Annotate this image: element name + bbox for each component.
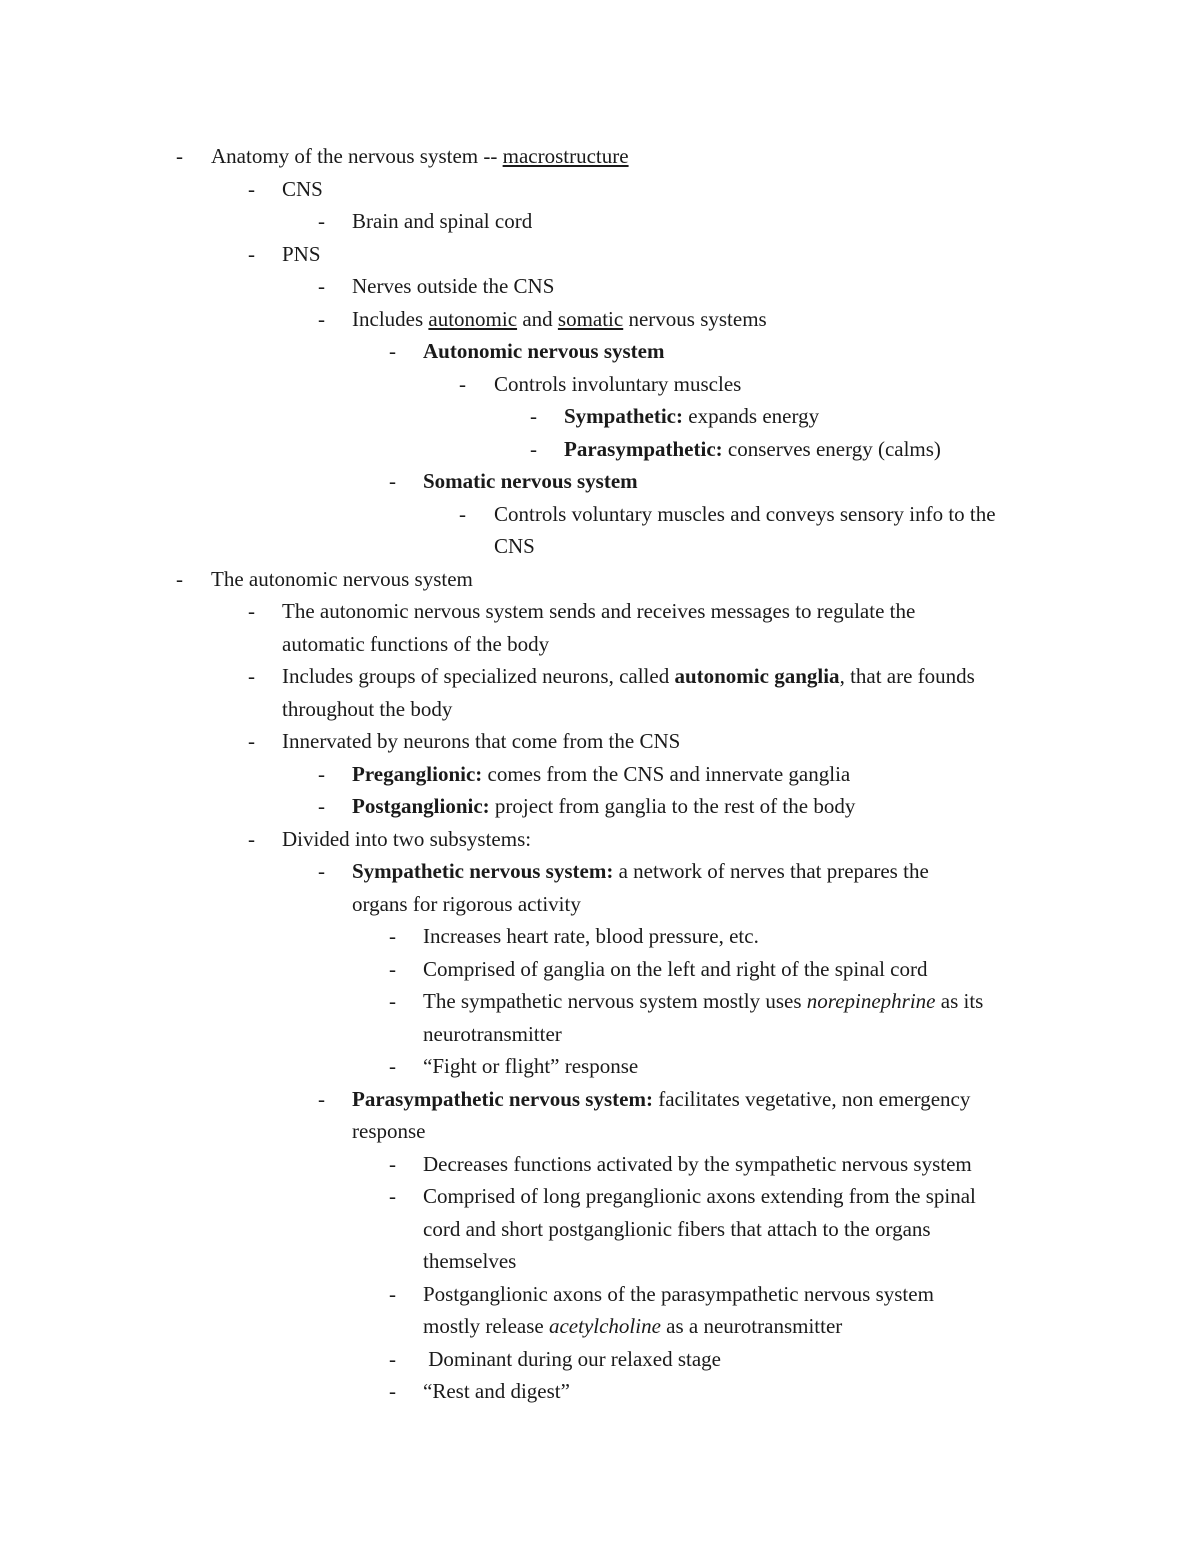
list-item-text [352, 790, 855, 823]
list-item [0, 985, 1200, 1050]
bold-term: Preganglionic: [352, 761, 483, 786]
bullet-dash: - [248, 176, 255, 201]
text-line [352, 855, 929, 888]
text-line: automatic functions of the body [282, 631, 550, 656]
list-item [0, 270, 1200, 303]
text-line: throughout the body [282, 696, 453, 721]
list-item-text [564, 400, 819, 433]
bullet-dash: - [176, 566, 183, 591]
bullet-dash: - [389, 1281, 396, 1306]
text-line: CNS [494, 534, 535, 558]
text-run: , that are founds [839, 664, 975, 688]
list-item-text: Brain and spinal cord [352, 209, 533, 233]
list-item-text [494, 498, 996, 563]
list-item [0, 1148, 1200, 1181]
text-line: Controls voluntary muscles and conveys sensory info to the [494, 501, 996, 526]
bullet-dash: - [318, 794, 325, 818]
text-line: cord and short postganglionic fibers that attach to the organs [423, 1216, 931, 1241]
text-line: Comprised of long preganglionic axons extending from the spinal [423, 1184, 976, 1208]
list-item-text: PNS [282, 241, 321, 266]
list-item-text [282, 660, 975, 725]
bold-term: Postganglionic: [352, 794, 490, 818]
italic-term: acetylcholine [548, 1314, 661, 1338]
list-item [0, 465, 1200, 498]
list-item-text [423, 985, 983, 1050]
list-item-text [352, 855, 929, 920]
text-run: facilitates vegetative, non emergency [652, 1086, 971, 1111]
underlined-term: somatic [557, 306, 624, 331]
list-item [0, 1180, 1200, 1278]
list-item-text: Nerves outside the CNS [352, 274, 555, 298]
text-run: as its [935, 989, 984, 1013]
list-item-text: Innervated by neurons that come from the CNS [282, 729, 681, 753]
bullet-dash: - [176, 144, 183, 168]
text-run: Includes [352, 306, 429, 331]
text-line: Postganglionic axons of the parasympathetic nervous system [423, 1281, 934, 1306]
bullet-dash: - [318, 209, 325, 233]
list-item [0, 953, 1200, 986]
list-item-text: The autonomic nervous system [211, 566, 473, 591]
bullet-dash: - [530, 404, 537, 428]
list-item-text [211, 140, 629, 173]
bullet-dash: - [318, 306, 325, 331]
text-run: comes from the CNS and innervate ganglia [482, 761, 851, 786]
bullet-dash: - [389, 469, 396, 493]
list-item-text: Dominant during our relaxed stage [423, 1346, 721, 1371]
bullet-dash: - [389, 956, 396, 981]
text-line: themselves [423, 1249, 517, 1273]
bullet-dash: - [248, 599, 255, 623]
list-item [0, 725, 1200, 758]
bullet-dash: - [459, 371, 466, 396]
list-item-text: “Fight or flight” response [423, 1054, 639, 1078]
list-item-text [352, 1083, 970, 1148]
list-item [0, 238, 1200, 271]
bold-term: autonomic ganglia [674, 664, 840, 688]
text-run: The sympathetic nervous system mostly uses [423, 989, 807, 1013]
text-line: response [352, 1119, 426, 1143]
list-item [0, 823, 1200, 856]
text-run: and [517, 306, 558, 331]
bullet-dash: - [389, 339, 396, 363]
bullet-dash: - [389, 1346, 396, 1371]
list-item [0, 1083, 1200, 1148]
text-line: neurotransmitter [423, 1021, 562, 1046]
list-item [0, 173, 1200, 206]
list-item [0, 1278, 1200, 1343]
bold-term: Sympathetic: [564, 404, 683, 428]
list-item [0, 498, 1200, 563]
list-item [0, 563, 1200, 596]
bullet-dash: - [389, 1054, 396, 1078]
list-item-text [564, 433, 941, 466]
list-item [0, 368, 1200, 401]
bold-term: Parasympathetic: [564, 436, 723, 461]
bullet-dash: - [318, 761, 325, 786]
list-item-text: Increases heart rate, blood pressure, etc. [423, 924, 759, 948]
list-item [0, 433, 1200, 466]
list-item-text [352, 758, 850, 791]
list-item [0, 790, 1200, 823]
bold-term: Sympathetic nervous system: [352, 859, 614, 883]
underlined-term: autonomic [428, 306, 518, 331]
bullet-dash: - [248, 729, 255, 753]
list-item-heading: Autonomic nervous system [423, 339, 665, 363]
list-item [0, 855, 1200, 920]
list-item-text [423, 1278, 934, 1343]
list-item-text [352, 303, 767, 336]
italic-term: norepinephrine [806, 989, 936, 1013]
bullet-dash: - [248, 826, 255, 851]
list-item-text: Controls involuntary muscles [494, 371, 742, 396]
bullet-dash: - [389, 1379, 396, 1403]
bold-term: Parasympathetic nervous system: [352, 1086, 653, 1111]
list-item [0, 335, 1200, 368]
text-line: organs for rigorous activity [352, 891, 581, 916]
list-item-text: Decreases functions activated by the sympathetic nervous system [423, 1151, 972, 1176]
list-item [0, 400, 1200, 433]
bullet-dash: - [389, 1151, 396, 1176]
text-line [423, 1310, 934, 1343]
list-item-text [282, 595, 915, 660]
text-run: Includes groups of specialized neurons, called [282, 664, 675, 688]
bullet-dash: - [389, 924, 396, 948]
text-run: project from ganglia to the rest of the body [489, 794, 856, 818]
list-item [0, 1050, 1200, 1083]
bullet-dash: - [530, 436, 537, 461]
text-run: as a neurotransmitter [660, 1314, 843, 1338]
text-line: The autonomic nervous system sends and receives messages to regulate the [282, 599, 916, 623]
list-item-text: CNS [282, 176, 323, 201]
text-line [352, 1083, 970, 1116]
list-item [0, 303, 1200, 336]
underlined-term: macrostructure [502, 144, 629, 168]
notes-outline [0, 140, 1200, 1408]
bullet-dash: - [459, 501, 466, 526]
list-item-text: Comprised of ganglia on the left and right of the spinal cord [423, 956, 928, 981]
text-run: mostly release [423, 1314, 549, 1338]
list-item-text: “Rest and digest” [423, 1379, 570, 1403]
text-line [282, 660, 975, 693]
list-item [0, 758, 1200, 791]
list-item [0, 660, 1200, 725]
text-run: Anatomy of the nervous system -- [211, 144, 503, 168]
bullet-dash: - [318, 274, 325, 298]
bullet-dash: - [389, 989, 396, 1013]
text-run: nervous systems [623, 306, 767, 331]
list-item-heading: Somatic nervous system [423, 469, 638, 493]
text-run: a network of nerves that prepares the [613, 859, 929, 883]
list-item-text: Divided into two subsystems: [282, 826, 532, 851]
list-item [0, 140, 1200, 173]
bullet-dash: - [248, 241, 255, 266]
list-item [0, 205, 1200, 238]
list-item [0, 1375, 1200, 1408]
list-item [0, 920, 1200, 953]
list-item-text [423, 1180, 976, 1278]
bullet-dash: - [318, 859, 325, 883]
text-run: conserves energy (calms) [722, 436, 941, 461]
list-item [0, 595, 1200, 660]
bullet-dash: - [248, 664, 255, 688]
bullet-dash: - [389, 1184, 396, 1208]
text-run: expands energy [683, 404, 820, 428]
text-line [423, 985, 983, 1018]
list-item [0, 1343, 1200, 1376]
bullet-dash: - [318, 1086, 325, 1111]
